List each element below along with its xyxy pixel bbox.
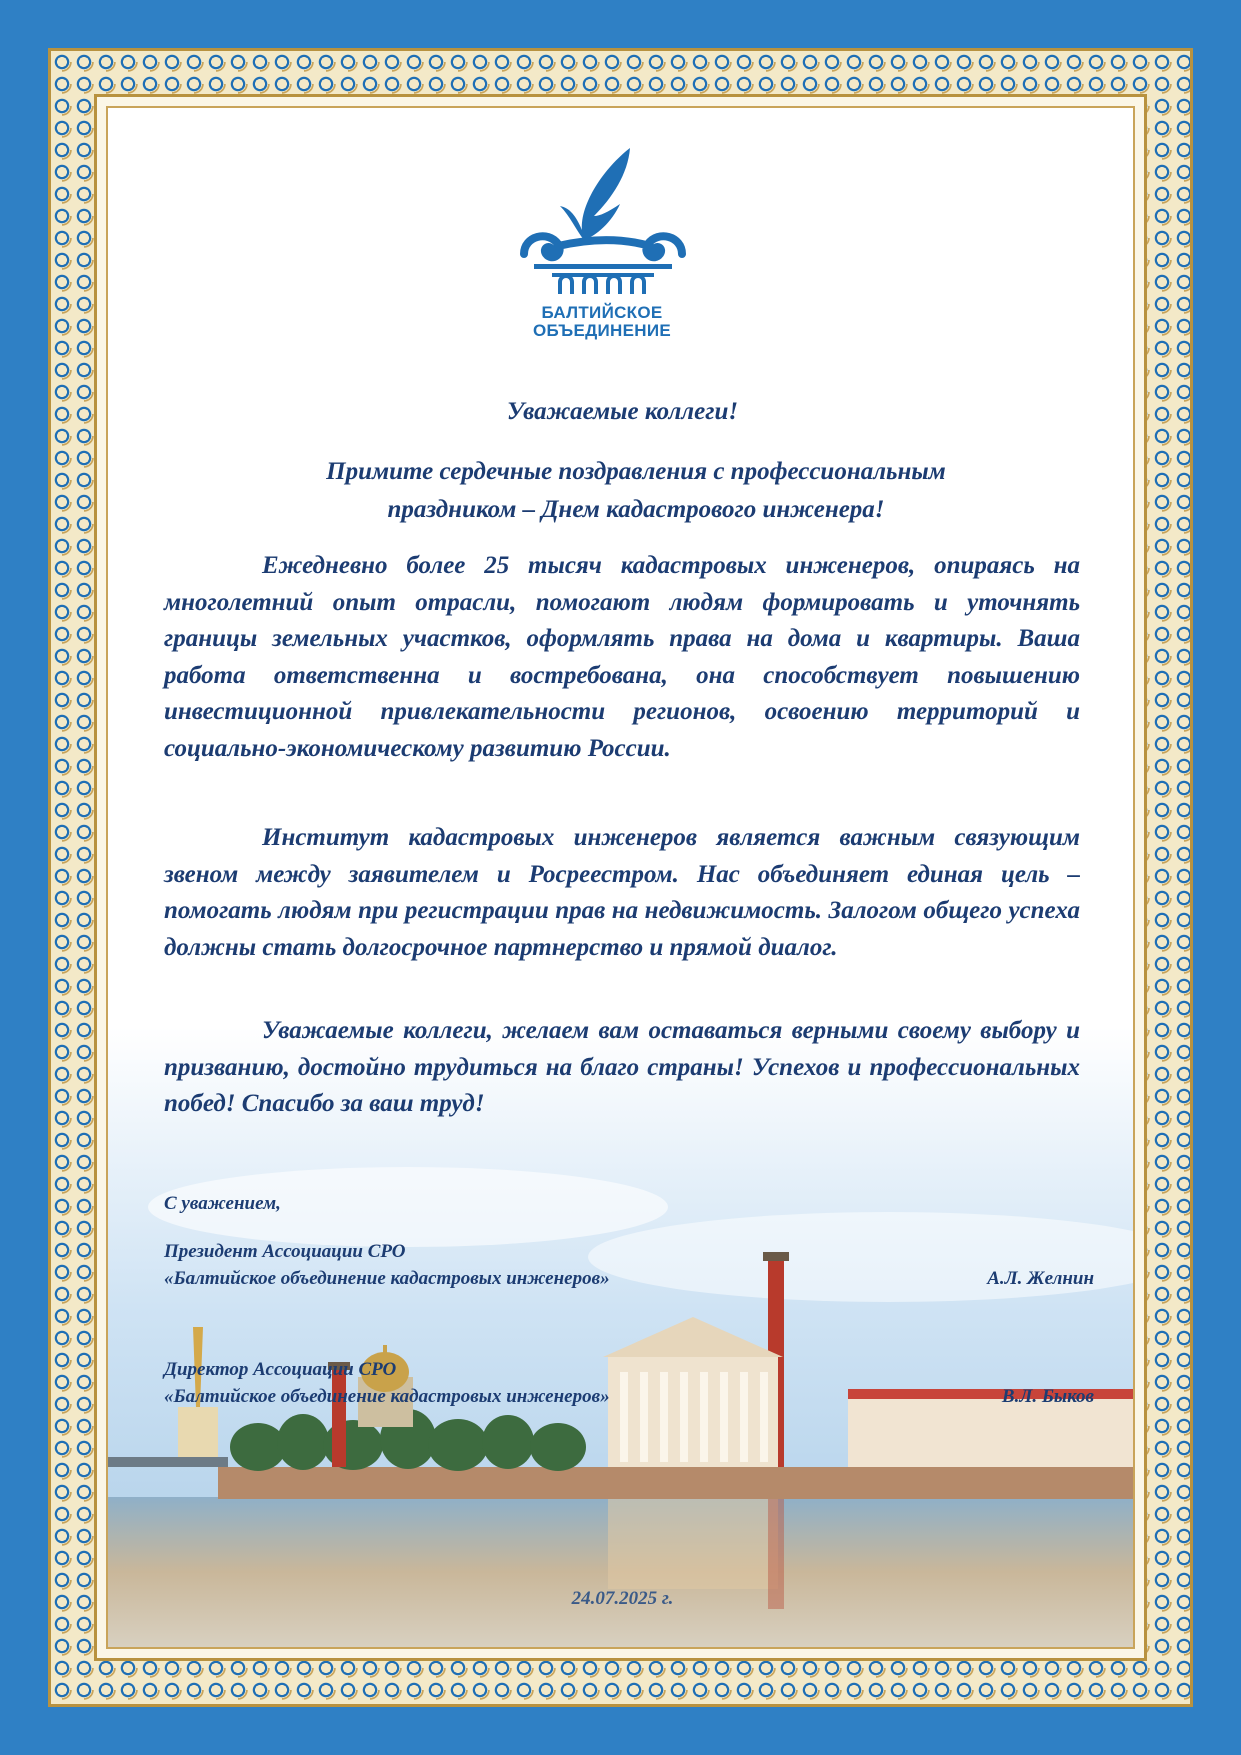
letter-paragraph: Ежедневно более 25 тысяч кадастровых инженеров, опираясь на многолетний опыт отрасли, помогают людям формировать и уточнять границы земельных участков, оформлять права на дома и квартиры. Ваша работа ответственна и востребована, она способствует повышению инвестиционной привлекательности регионов, освоению территорий и социально-экономическому развитию России. — [164, 552, 1080, 762]
letter-paragraph: Институт кадастровых инженеров является важным связующим звеном между заявителем и Росреестром. Нас объединяет единая цель – помогать людям при регистрации прав на недвижимость. Залогом общего успеха должны стать долгосрочное партнерство и прямой диалог. — [164, 824, 1080, 961]
letter-greeting: Уважаемые коллеги! — [506, 398, 739, 425]
logo-text-line2: ОБЪЕДИНЕНИЕ — [533, 321, 671, 340]
organization-logo — [512, 146, 692, 346]
letter-intro: Примите сердечные поздравления с профессиональным праздником – Днем кадастрового инженера! — [326, 458, 946, 523]
signer-name: В.Л. Быков — [1001, 1386, 1094, 1407]
embankment — [218, 1467, 1135, 1499]
signer-position: Директор Ассоциации СРО — [164, 1359, 397, 1380]
signer-organization: «Балтийское объединение кадастровых инженеров» — [164, 1268, 610, 1289]
signer-position: Президент Ассоциации СРО — [164, 1241, 406, 1262]
signer-organization: «Балтийское объединение кадастровых инженеров» — [164, 1386, 610, 1407]
letter-paragraph: Уважаемые коллеги, желаем вам оставаться верными своему выбору и призванию, достойно трудиться на благо страны! Успехов и профессиональных побед! Спасибо за ваш труд! — [164, 1017, 1080, 1117]
letter-page — [106, 106, 1135, 1649]
logo-text-line1: БАЛТИЙСКОЕ — [541, 303, 663, 322]
bridge — [108, 1457, 228, 1467]
signature-block-president — [164, 1238, 1094, 1292]
water-reflection — [608, 1499, 778, 1589]
signature-block-director — [164, 1356, 1094, 1410]
signature-closing: С уважением, — [164, 1193, 281, 1214]
letter-date: 24.07.2025 г. — [571, 1588, 674, 1609]
feather-column-logo-icon — [512, 146, 692, 296]
signer-name: А.Л. Желнин — [987, 1268, 1094, 1289]
